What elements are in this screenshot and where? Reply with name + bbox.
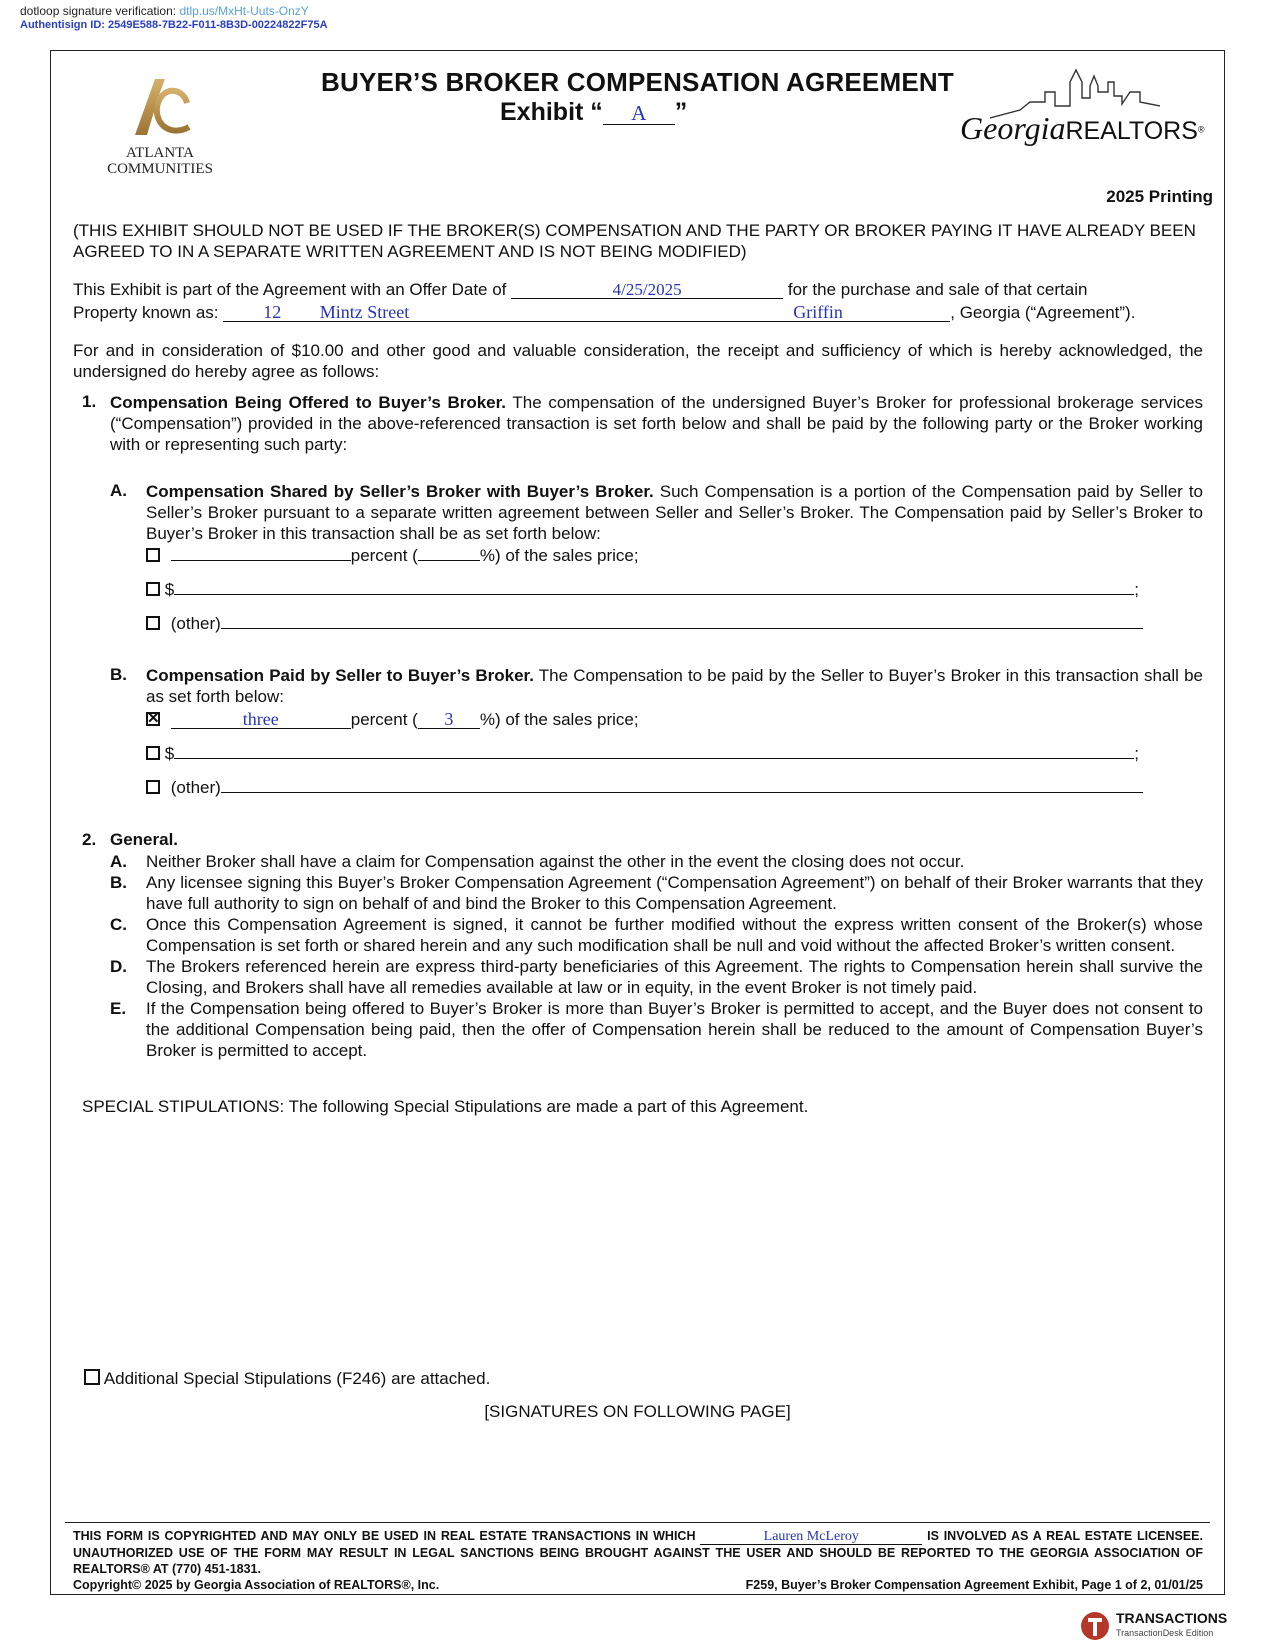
special-stipulations-heading: SPECIAL STIPULATIONS: The following Special Stipulations are made a part of this Agreement. [82,1097,809,1116]
option-1b-percent-number-field[interactable]: 3 [418,710,480,729]
section-1a-heading: Compensation Shared by Seller’s Broker with Buyer’s Broker. [146,482,654,501]
footer-text-2: IS INVOLVED AS A REAL ESTATE LICENSEE. UNAUTHORIZED USE OF THE FORM MAY RESULT IN LEGAL SANCTIONS BEING BROUGHT AGAINST THE USER AND SHOULD BE REPORTED TO THE GEORGIA ASSOCIATION OF REALTORS® AT (770) 451-1831. [73,1529,1203,1576]
option-1a-percent-text: percent ( [350,546,418,565]
term-text: Neither Broker shall have a claim for Compensation against the other in the event the closing does not occur. [146,852,965,871]
general-terms-list [110,851,1203,1061]
verification-link[interactable]: dtlp.us/MxHt-Uuts-OnzY [179,4,309,18]
authentisign-id: Authentisign ID: 2549E588-7B22-F011-8B3D-00224822F75A [20,19,328,31]
term-label: E. [110,999,127,1018]
option-1a-percent-number-field[interactable] [418,560,480,561]
section-1a-label: A. [110,481,127,500]
option-1a-dollar-field[interactable] [174,594,1134,595]
intro-paragraph [73,278,1203,324]
option-1b-dollar-field[interactable] [174,758,1134,759]
option-1a-percent-checkbox[interactable] [146,548,160,562]
section-1b-label: B. [110,665,127,684]
term-text: Any licensee signing this Buyer’s Broker Compensation Agreement (“Compensation Agreement”) on behalf of their Broker warrants that they have full authority to sign on behalf of and bind the Broker to this Compensation Agreement. [146,873,1203,913]
general-term [110,872,1203,914]
option-1a-percent-words-field[interactable] [171,560,351,561]
intro-text-1: This Exhibit is part of the Agreement with an Offer Date of [73,280,507,299]
intro-text-3: Property known as: [73,303,219,322]
section-1b-option-percent [146,710,639,730]
usage-notice: (THIS EXHIBIT SHOULD NOT BE USED IF THE BROKER(S) COMPENSATION AND THE PARTY OR BROKER PAYING IT HAVE ALREADY BEEN AGREED TO IN A SEPARATE WRITTEN AGREEMENT AND IS NOT BEING MODIFIED) [73,221,1196,261]
section-1b-body: The Compensation to be paid by the Seller to Buyer’s Broker in this transaction shall be as set forth below: [146,666,1203,706]
section-1-paragraph [110,392,1203,455]
option-1b-percent-checkbox-checked[interactable] [146,712,160,726]
verification-line [20,4,309,18]
logo-text-atlanta: ATLANTA [126,145,194,161]
city-name: Griffin [793,302,843,322]
section-1a-body: Such Compensation is a portion of the Compensation paid by Seller to Seller’s Broker pursuant to a separate written agreement between Seller and Seller’s Broker. The Compensation paid by Seller’s Broker to Buyer’s Broker in this transaction shall be as set forth below: [146,482,1203,543]
option-1a-dollar-tail: ; [1134,580,1139,599]
logo-realtors-text: REALTORS [1065,117,1198,145]
term-label: D. [110,957,127,976]
term-text: If the Compensation being offered to Buyer’s Broker is more than Buyer’s Broker is permitted to accept, and the Buyer does not consent to the additional Compensation being paid, then the offer of Compensation herein shall be reduced to the amount of Compensation Buyer’s Broker is permitted to accept. [146,999,1203,1060]
option-1b-dollar-tail: ; [1134,744,1139,763]
street-name: Mintz Street [319,302,410,322]
additional-stipulations-label: Additional Special Stipulations (F246) are attached. [103,1369,491,1388]
option-1b-dollar-checkbox[interactable] [146,746,160,760]
section-1-body: The compensation of the undersigned Buyer’s Broker for professional brokerage services (“Compensation”) provided in the above-referenced transaction is set forth below and shall be paid by the following party or the Broker working with or representing such party: [110,393,1203,454]
option-1b-dollar-sign: $ [164,744,175,763]
exhibit-prefix: Exhibit “ [500,98,603,126]
section-1-number: 1. [82,392,97,411]
transactions-brand-name: TRANSACTIONS [1116,1610,1228,1626]
general-term [110,914,1203,956]
term-label: C. [110,915,127,934]
logo-georgia-script: Georgia [960,110,1066,146]
transactions-brand-edition: TransactionDesk Edition [1116,1628,1214,1638]
exhibit-letter-field[interactable]: A [603,103,675,125]
option-1a-percent-tail: %) of the sales price; [479,546,639,565]
section-1a-option-other [146,614,1143,634]
section-1b-option-dollar [146,744,1139,764]
offer-date-field[interactable]: 4/25/2025 [511,281,783,299]
general-term [110,851,1203,872]
option-1b-percent-text: percent ( [350,710,418,729]
section-1b-option-other [146,778,1143,798]
form-id-text: F259, Buyer’s Broker Compensation Agreement Exhibit, Page 1 of 2, 01/01/25 [745,1578,1203,1592]
property-address-field[interactable] [223,303,950,322]
consideration-paragraph: For and in consideration of $10.00 and other good and valuable consideration, the receipt and sufficiency of which is hereby acknowledged, the undersigned do hereby agree as follows: [73,341,1203,381]
section-1a-option-dollar [146,580,1139,600]
exhibit-line [500,98,687,127]
option-1b-other-label: (other) [170,778,221,797]
term-text: Once this Compensation Agreement is signed, it cannot be further modified without the express written consent of the Broker(s) whose Compensation is set forth or shared herein and any such modification shall be null and void without the affected Broker’s written consent. [146,915,1203,955]
document-title: BUYER’S BROKER COMPENSATION AGREEMENT [321,67,954,97]
option-1a-dollar-checkbox[interactable] [146,582,160,596]
logo-text-communities: COMMUNITIES [107,161,213,177]
additional-stipulations-row [84,1369,490,1389]
section-2-heading: General. [110,830,179,849]
footer-text-1: THIS FORM IS COPYRIGHTED AND MAY ONLY BE USED IN REAL ESTATE TRANSACTIONS IN WHICH [73,1529,696,1543]
logo-registered-mark: ® [1197,124,1205,135]
section-1b-paragraph [146,665,1203,707]
term-label: A. [110,852,127,871]
footer-divider [65,1522,1210,1523]
intro-text-4: , Georgia (“Agreement”). [950,303,1136,322]
section-2-number: 2. [82,830,97,849]
printing-year: 2025 Printing [1106,187,1213,206]
option-1b-percent-tail: %) of the sales price; [479,710,639,729]
licensee-name-field[interactable]: Lauren McLeroy [700,1530,922,1545]
special-stipulations-area[interactable] [82,1120,1202,1360]
exhibit-suffix: ” [674,98,688,126]
section-1a-paragraph [146,481,1203,544]
term-label: B. [110,873,127,892]
street-number: 12 [263,302,282,322]
option-1a-other-checkbox[interactable] [146,616,160,630]
copyright-notice [73,1528,1203,1593]
section-1-heading: Compensation Being Offered to Buyer’s Broker. [110,393,507,412]
option-1a-other-field[interactable] [221,628,1143,629]
option-1b-other-checkbox[interactable] [146,780,160,794]
intro-text-2: for the purchase and sale of that certain [787,280,1088,299]
footer-bottom-row [73,1577,1203,1593]
general-term [110,956,1203,998]
section-1b-heading: Compensation Paid by Seller to Buyer’s Broker. [146,666,534,685]
option-1a-dollar-sign: $ [164,580,175,599]
footer-paragraph [73,1528,1203,1577]
term-text: The Brokers referenced herein are express third-party beneficiaries of this Agreement. The rights to Compensation herein shall survive the Closing, and Brokers shall have all remedies available at law or in equity, in the event Broker is not timely paid. [146,957,1203,997]
additional-stipulations-checkbox[interactable] [84,1369,100,1385]
signatures-note: [SIGNATURES ON FOLLOWING PAGE] [484,1402,791,1421]
option-1b-percent-words-field[interactable]: three [171,710,351,729]
copyright-text: Copyright© 2025 by Georgia Association of REALTORS®, Inc. [73,1578,440,1592]
option-1b-other-field[interactable] [221,792,1143,793]
section-1a-option-percent [146,546,639,566]
verification-label: dotloop signature verification: [20,4,177,18]
option-1a-other-label: (other) [170,614,221,633]
general-term [110,998,1203,1061]
transactions-logo-icon [1080,1610,1110,1642]
